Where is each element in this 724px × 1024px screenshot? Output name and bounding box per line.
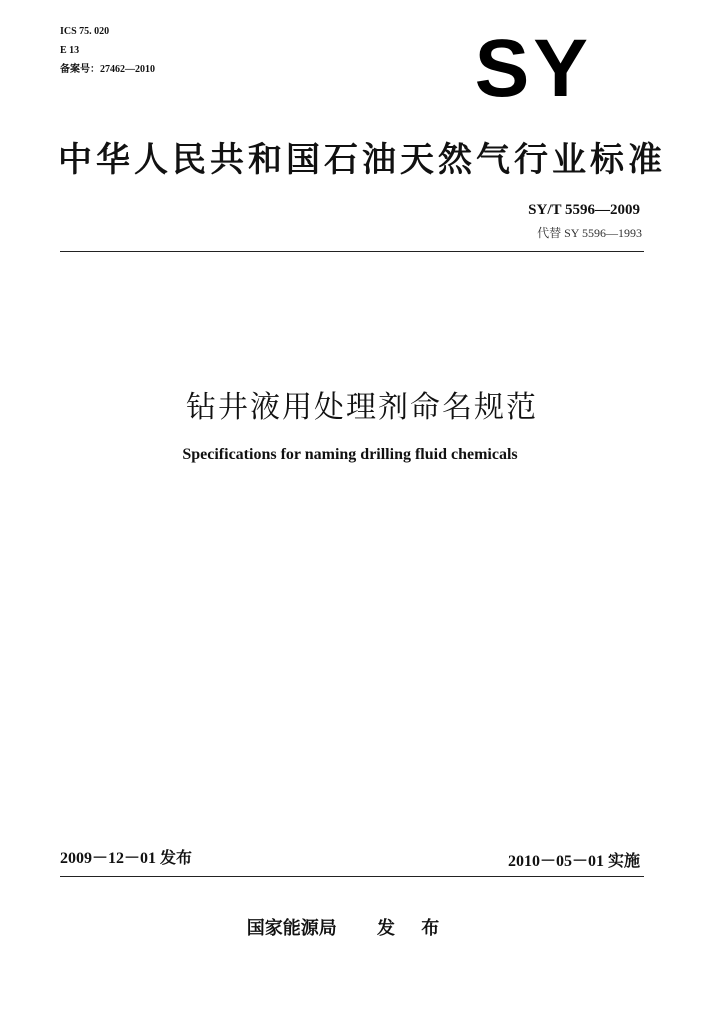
replaced-standard: 代替 SY 5596—1993 <box>537 226 642 240</box>
publisher-name: 国家能源局 <box>246 918 337 939</box>
standard-code: SY/T 5596—2009 <box>528 202 640 218</box>
document-title-chinese: 钻井液用处理剂命名规范 <box>186 390 538 425</box>
header-divider <box>60 251 644 252</box>
document-metadata <box>60 22 155 79</box>
implementation-date: 2010－05－01 实施 <box>507 853 640 870</box>
footer-divider <box>60 876 644 877</box>
standard-title: 中华人民共和国石油天然气行业标准 <box>58 140 666 180</box>
publisher-line <box>0 914 696 940</box>
filing-number: 备案号：27462—2010 <box>60 64 155 75</box>
publisher-action: 发 布 <box>377 918 450 939</box>
classification-code: E 13 <box>60 45 80 56</box>
issue-date: 2009－12－01 发布 <box>60 850 193 867</box>
document-title-english: Specifications for naming drilling fluid chemicals <box>182 446 518 463</box>
sy-logo: SY <box>474 23 592 114</box>
ics-number: ICS 75. 020 <box>60 26 110 37</box>
